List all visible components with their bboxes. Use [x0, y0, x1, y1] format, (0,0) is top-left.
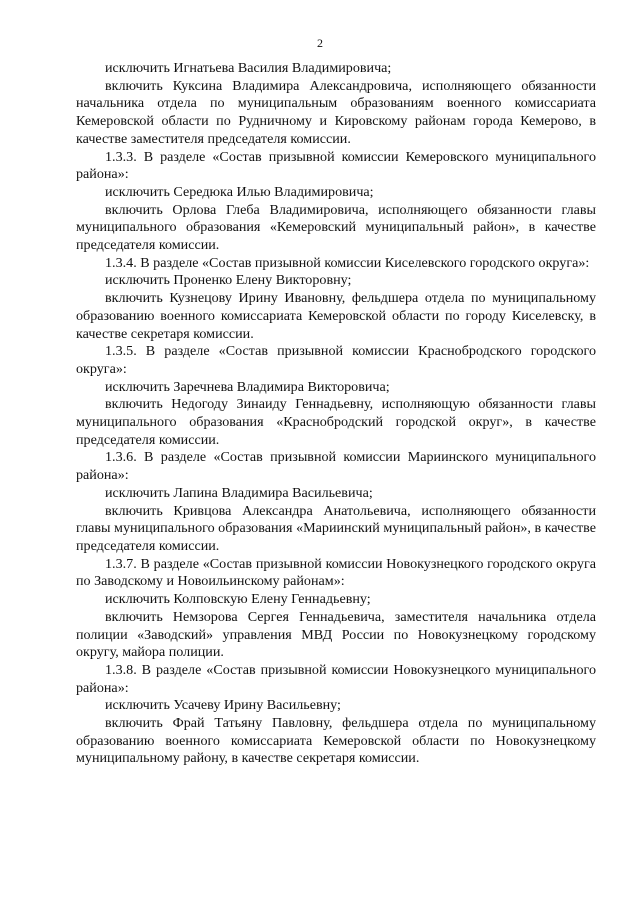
section-heading: 1.3.3. В разделе «Состав призывной комиссии Кемеровского муниципального района»: — [76, 148, 596, 183]
paragraph: исключить Игнатьева Василия Владимировича; — [105, 60, 392, 76]
paragraph: включить Фрай Татьяну Павловну, фельдшера отдела по муниципальному образованию военного комиссариата Кемеровской области по Новокузнецкому муниципальному району, в качестве секретаря комиссии. — [76, 715, 596, 767]
paragraph: включить Недогоду Зинаиду Геннадьевну, исполняющую обязанности главы муниципального образования «Краснобродский городской округ», в качестве председателя комиссии. — [76, 396, 596, 448]
section-heading: 1.3.5. В разделе «Состав призывной комиссии Краснобродского городского округа»: — [76, 343, 596, 377]
paragraph: включить Орлова Глеба Владимировича, исполняющего обязанности главы муниципального образования «Кемеровский муниципальный район», в качестве председателя комиссии. — [76, 201, 596, 254]
paragraph: исключить Усачеву Ирину Васильевну; — [105, 697, 341, 714]
paragraph: включить Кузнецову Ирину Ивановну, фельдшера отдела по муниципальному образованию военного комиссариата Кемеровской области по городу Киселевску, в качестве секретаря комиссии. — [76, 290, 596, 342]
section-heading: 1.3.4. В разделе «Состав призывной комиссии Киселевского городского округа»: — [105, 254, 590, 271]
paragraph: включить Немзорова Сергея Геннадьевича, заместителя начальника отдела полиции «Заводский» управления МВД России по Новокузнецкому городскому округу, майора полиции. — [76, 608, 596, 661]
paragraph: исключить Колповскую Елену Геннадьевну; — [105, 591, 371, 608]
document-body — [76, 60, 596, 768]
section-heading: 1.3.8. В разделе «Состав призывной комиссии Новокузнецкого муниципального района»: — [76, 661, 596, 696]
page-number: 2 — [317, 36, 323, 50]
paragraph: исключить Лапина Владимира Васильевича; — [105, 484, 373, 501]
paragraph: исключить Проненко Елену Викторовну; — [105, 272, 352, 289]
paragraph: включить Кривцова Александра Анатольевича, исполняющего обязанности главы муниципального образования «Мариинский муниципальный район», в качестве председателя комиссии. — [76, 502, 596, 554]
paragraph: исключить Середюка Илью Владимировича; — [105, 183, 374, 200]
paragraph: исключить Заречнева Владимира Викторовича; — [105, 378, 390, 395]
paragraph: включить Куксина Владимира Александровича, исполняющего обязанности начальника отдела по муниципальным образованиям военного комиссариата Кемеровской области по Рудничному и Кировскому районам города Кемерово, в качестве заместителя председателя комиссии. — [76, 77, 596, 147]
section-heading: 1.3.6. В разделе «Состав призывной комиссии Мариинского муниципального района»: — [76, 449, 596, 484]
section-heading: 1.3.7. В разделе «Состав призывной комиссии Новокузнецкого городского округа по Заводскому и Новоильинскому районам»: — [76, 555, 596, 590]
